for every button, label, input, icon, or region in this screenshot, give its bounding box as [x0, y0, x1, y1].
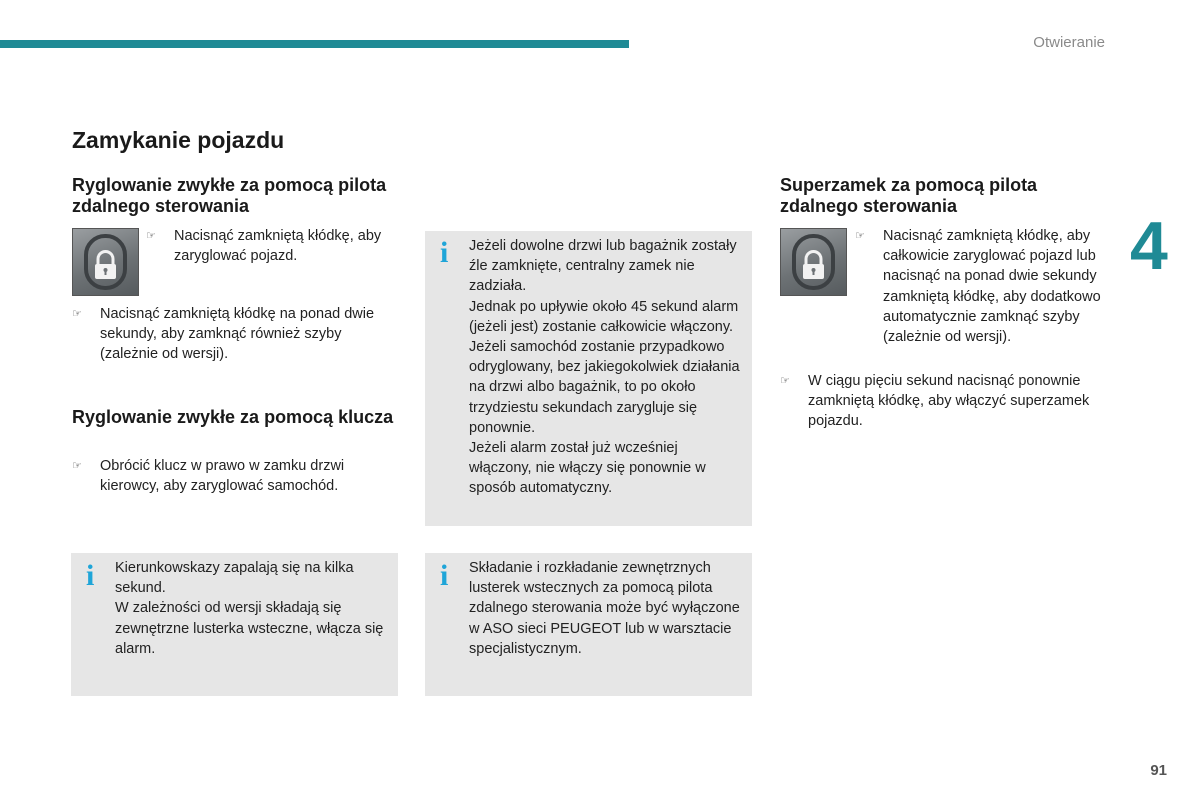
info-paragraph: Kierunkowskazy zapalają się na kilka sekund.: [115, 560, 354, 597]
top-accent-bar: [0, 40, 629, 48]
bullet-icon: ☞: [780, 375, 790, 387]
superlock-heading: Superzamek za pomocą pilota zdalnego sterowania: [780, 175, 1038, 216]
info-text: [469, 558, 744, 659]
chapter-number: 4: [1130, 208, 1168, 284]
remote-lock-item-2: Nacisnąć zamkniętą kłódkę na ponad dwie sekundy, aby zamknąć również szyby (zależnie od wersji).: [100, 306, 375, 363]
key-lock-heading: Ryglowanie zwykłe za pomocą klucza: [72, 407, 394, 427]
info-box-indicators: [71, 553, 398, 696]
list-item: [72, 456, 372, 496]
page-number: 91: [1150, 762, 1167, 779]
info-paragraph: Jednak po upływie około 45 sekund alarm (jeżeli jest) zostanie całkowicie włączony.: [469, 298, 739, 335]
info-paragraph: Składanie i rozkładanie zewnętrznych lusterek wstecznych za pomocą pilota zdalnego sterowania może być wyłączone w ASO sieci PEUGEOT lub w warsztacie specjalistycznym.: [469, 560, 740, 657]
list-item: [780, 371, 1105, 432]
key-lock-item-1: Obrócić klucz w prawo w zamku drzwi kierowcy, aby zaryglować samochód.: [100, 458, 345, 495]
list-item: [855, 226, 1115, 347]
info-icon: i: [440, 559, 449, 592]
bullet-icon: ☞: [72, 308, 82, 320]
info-box-doors: [425, 231, 752, 526]
bullet-icon: ☞: [72, 460, 82, 472]
info-text: [115, 558, 390, 659]
info-paragraph: Jeżeli alarm został już wcześniej włączony, nie włączy się ponownie w sposób automatyczny.: [469, 440, 706, 497]
info-paragraph: Jeżeli dowolne drzwi lub bagażnik zostały źle zamknięte, centralny zamek nie zadziała.: [469, 238, 737, 295]
info-box-mirrors: [425, 553, 752, 696]
remote-lock-item-1: Nacisnąć zamkniętą kłódkę, aby zaryglować pojazd.: [174, 228, 382, 265]
info-icon: i: [440, 236, 449, 269]
lock-button-icon: [780, 228, 847, 296]
info-icon: i: [86, 559, 95, 592]
superlock-item-2: W ciągu pięciu sekund nacisnąć ponownie zamkniętą kłódkę, aby włączyć superzamek pojazdu.: [808, 373, 1090, 430]
lock-button-icon: [72, 228, 139, 296]
bullet-icon: ☞: [146, 230, 156, 242]
list-item: [146, 226, 401, 266]
superlock-item-1: Nacisnąć zamkniętą kłódkę, aby całkowicie zaryglować pojazd lub nacisnąć na ponad dwie sekundy zamkniętą kłódkę, aby dodatkowo automatycznie zamknąć szyby (zależnie od wersji).: [883, 228, 1101, 346]
remote-lock-heading: Ryglowanie zwykłe za pomocą pilota zdalnego sterowania: [72, 175, 387, 216]
page-title: Zamykanie pojazdu: [72, 127, 285, 153]
section-label: Otwieranie: [1033, 34, 1105, 51]
info-text: [469, 236, 744, 499]
info-paragraph: Jeżeli samochód zostanie przypadkowo odryglowany, bez jakiegokolwiek działania na drzwi albo bagażnik, to po około trzydziestu sekundach zarygluje się ponownie.: [469, 339, 740, 436]
bullet-icon: ☞: [855, 230, 865, 242]
info-paragraph: W zależności od wersji składają się zewnętrzne lusterka wsteczne, włącza się alarm.: [115, 600, 384, 657]
list-item: [72, 304, 402, 365]
